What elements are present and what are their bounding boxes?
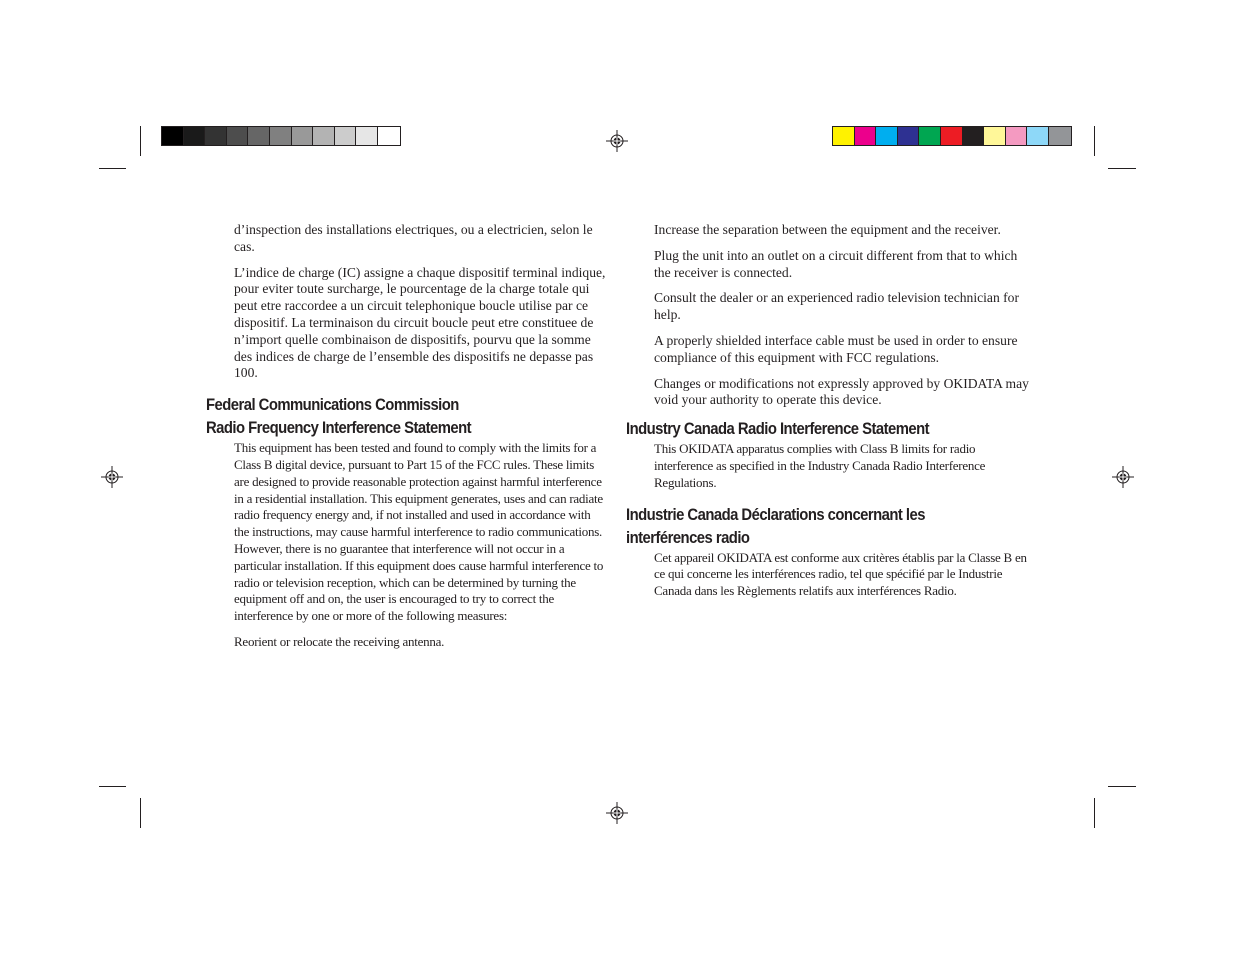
gray-swatch [205, 127, 227, 145]
crop-mark [140, 126, 141, 156]
fcc-shielded-cable: A properly shielded interface cable must be used in order to ensure compliance of this equipment with FCC regulations. [654, 332, 1018, 365]
gray-swatch [227, 127, 249, 145]
gray-swatch [378, 127, 400, 145]
gray-swatch [335, 127, 357, 145]
crop-mark [1108, 786, 1136, 787]
gray-swatch [292, 127, 314, 145]
gray-swatch [184, 127, 206, 145]
color-swatch [1027, 127, 1049, 145]
color-swatch [876, 127, 898, 145]
registration-mark-icon [101, 466, 123, 488]
crop-mark [99, 786, 126, 787]
color-swatch [941, 127, 963, 145]
right-column [626, 222, 1030, 609]
fcc-measure-separation: Increase the separation between the equipment and the receiver. [654, 222, 1001, 237]
color-swatch [855, 127, 877, 145]
gray-swatch [313, 127, 335, 145]
industry-canada-heading: Industry Canada Radio Interference Statement [626, 420, 930, 439]
color-swatch [1006, 127, 1028, 145]
industry-canada-paragraph: This OKIDATA apparatus complies with Class B limits for radio interference as specified in the Industry Canada Radio Interference Regulations. [654, 441, 986, 490]
crop-mark [1108, 168, 1136, 169]
crop-mark [1094, 798, 1095, 828]
registration-mark-icon [1112, 466, 1134, 488]
color-swatch [833, 127, 855, 145]
fcc-statement-paragraph: This equipment has been tested and found to comply with the limits for a Class B digital device, pursuant to Part 15 of the FCC rules. These limits are designed to provide reasonable protection against harmful interference in a residential installation. This equipment generates, uses and can radiate radio frequency energy and, if not installed and used in accordance with the instructions, may cause harmful interference to radio communications. However, there is no guarantee that interference will not occur in a particular installation. If this equipment does cause harmful interference to radio or television reception, which can be determined by turning the equipment off and on, the user is encouraged to try to correct the interference by one or more of the following measures: [234, 440, 604, 624]
color-swatch [898, 127, 920, 145]
registration-mark-icon [606, 802, 628, 824]
paragraph-load-index: L’indice de charge (IC) assigne a chaque dispositif terminal indique, pour eviter toute surcharge, le pourcentage de la charge totale qui peut etre raccordee a un circuit telephonique boucle utilise par ce dispositif. La terminaison du circuit boucle peut etre constituee de n’import quelle combinaison de dispositifs, pourvu que la somme des indices de charge de l’ensemble des dispositifs ne depasse pas 100. [234, 264, 606, 381]
registration-mark-icon [606, 130, 628, 152]
crop-mark [140, 798, 141, 828]
industrie-canada-heading: Industrie Canada Déclarations concernant les interférences radio [626, 505, 925, 547]
color-swatch [984, 127, 1006, 145]
fcc-measure-outlet: Plug the unit into an outlet on a circuit different from that to which the receiver is connected. [654, 247, 1018, 280]
grayscale-calibration-bar [161, 126, 401, 146]
industrie-canada-paragraph: Cet appareil OKIDATA est conforme aux critères établis par la Classe B en ce qui concerne les interférences radio, tel que spécifié par le Industrie Canada dans les Règlements relatifs aux interférences Radio. [654, 549, 1027, 599]
gray-swatch [270, 127, 292, 145]
color-swatch [919, 127, 941, 145]
fcc-measure-reorient: Reorient or relocate the receiving antenna. [234, 633, 445, 649]
color-swatch [1049, 127, 1071, 145]
fcc-measure-consult: Consult the dealer or an experienced radio television technician for help. [654, 290, 1020, 323]
crop-mark [1094, 126, 1095, 156]
fcc-heading-line1: Federal Communications Commission [206, 396, 459, 415]
gray-swatch [248, 127, 270, 145]
color-swatch [963, 127, 985, 145]
crop-mark [99, 168, 126, 169]
left-column [206, 222, 606, 660]
color-calibration-bar [832, 126, 1072, 146]
paragraph-inspection: d’inspection des installations electriques, ou a electricien, selon le cas. [234, 222, 593, 254]
gray-swatch [356, 127, 378, 145]
fcc-heading-line2: Radio Frequency Interference Statement [206, 419, 472, 438]
gray-swatch [162, 127, 184, 145]
fcc-changes-warning: Changes or modifications not expressly approved by OKIDATA may void your authority to operate this device. [654, 375, 1029, 408]
